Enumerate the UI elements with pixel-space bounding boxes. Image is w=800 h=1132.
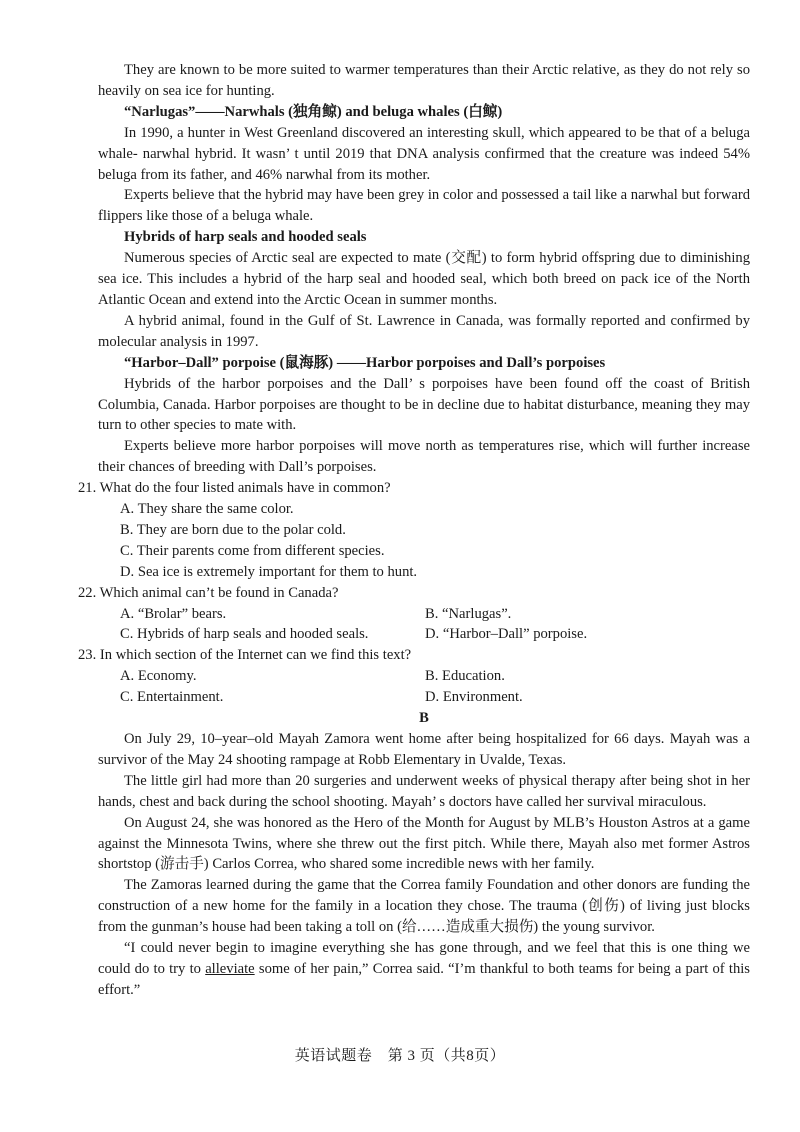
paragraph: The little girl had more than 20 surgeries and underwent weeks of physical therapy after being shot in her hands, chest and back during the school shooting. Mayah’ s doctors have called her survival miraculous.	[98, 772, 750, 810]
option-d: D. Environment.	[425, 689, 523, 706]
option-row	[98, 687, 750, 708]
question-stem: 23. In which section of the Internet can we find this text?	[78, 647, 412, 664]
option-a: A. They share the same color.	[120, 501, 294, 518]
option-row	[98, 666, 750, 687]
page-footer: 英语试题卷 第 3 页（共8页）	[294, 1048, 506, 1064]
quote-text-end: some of her pain,” Correa said. “I’m thankful to both teams for being a part of this effort.”	[98, 960, 750, 998]
option-a: A. Economy.	[120, 668, 197, 685]
option-c: C. Hybrids of harp seals and hooded seals.	[120, 626, 369, 643]
option-row	[98, 624, 750, 645]
paragraph: They are known to be more suited to warmer temperatures than their Arctic relative, as they do not rely so heavily on sea ice for hunting.	[98, 62, 750, 99]
paragraph: On July 29, 10–year–old Mayah Zamora went home after being hospitalized for 66 days. Mayah was a survivor of the May 24 shooting rampage at Robb Elementary in Uvalde, Texas.	[98, 731, 750, 768]
option-b: B. They are born due to the polar cold.	[120, 521, 346, 538]
section-heading-seals: Hybrids of harp seals and hooded seals	[124, 229, 367, 246]
passage-letter: B	[419, 710, 429, 727]
paragraph: Experts believe more harbor porpoises will move north as temperatures rise, which will further increase their chances of breeding with Dall’s porpoises.	[98, 438, 750, 476]
paragraph: In 1990, a hunter in West Greenland discovered an interesting skull, which appeared to be that of a beluga whale- narwhal hybrid. It wasn’ t until 2019 that DNA analysis confirmed that the creature was indeed 54% beluga from its father, and 46% narwhal from its mother.	[98, 124, 750, 183]
paragraph: A hybrid animal, found in the Gulf of St. Lawrence in Canada, was formally reported and confirmed by molecular analysis in 1997.	[98, 312, 750, 350]
question-stem: 21. What do the four listed animals have in common?	[78, 480, 391, 497]
question-21	[78, 478, 750, 583]
question-23	[78, 645, 750, 708]
option-row	[98, 604, 750, 625]
option-d: D. “Harbor–Dall” porpoise.	[425, 626, 588, 643]
option-d: D. Sea ice is extremely important for them to hunt.	[120, 563, 418, 580]
option-c: C. Entertainment.	[120, 689, 224, 706]
paragraph: Experts believe that the hybrid may have been grey in color and possessed a tail like a narwhal but forward flippers like those of a beluga whale.	[98, 187, 750, 225]
section-heading-narlugas: “Narlugas”——Narwhals (独角鲸) and beluga whales (白鲸)	[124, 103, 503, 120]
option-b: B. “Narlugas”.	[425, 605, 512, 622]
option-b: B. Education.	[425, 668, 505, 685]
paragraph: Hybrids of the harbor porpoises and the Dall’ s porpoises have been found off the coast of British Columbia, Canada. Harbor porpoises are thought to be in decline due to habitat disturbance, meaning they may turn to other species to mate with.	[98, 375, 750, 434]
section-heading-porpoise: “Harbor–Dall” porpoise (鼠海豚) ——Harbor porpoises and Dall’s porpoises	[124, 354, 606, 371]
quote-paragraph	[98, 938, 750, 1001]
question-22	[78, 583, 750, 646]
paragraph: On August 24, she was honored as the Hero of the Month for August by MLB’s Houston Astros at a game against the Minnesota Twins, where she threw out the first pitch. While there, Mayah also met former Astros shortstop (游击手) Carlos Correa, who shared some incredible news with her family.	[98, 814, 750, 873]
quote-text-start: “I could never begin to imagine everything she has gone through, and we feel that this is one thing we could do to try to	[98, 940, 750, 977]
page-content	[78, 60, 750, 1001]
option-a: A. “Brolar” bears.	[120, 605, 227, 622]
paragraph: Numerous species of Arctic seal are expected to mate (交配) to form hybrid offspring due to diminishing sea ice. This includes a hybrid of the harp seal and hooded seal, which both breed on pack ice of the North Atlantic Ocean and extend into the Arctic Ocean in summer months.	[98, 250, 750, 308]
underlined-word: alleviate	[205, 960, 255, 977]
question-stem: 22. Which animal can’t be found in Canada?	[78, 584, 339, 601]
option-c: C. Their parents come from different species.	[120, 542, 385, 559]
paragraph: The Zamoras learned during the game that the Correa family Foundation and other donors are funding the construction of a new home for the family in a location they chose. The trauma (创伤) of living just blocks from the gunman’s house had been taking a toll on (给……造成重大损伤) the young survivor.	[98, 877, 750, 936]
